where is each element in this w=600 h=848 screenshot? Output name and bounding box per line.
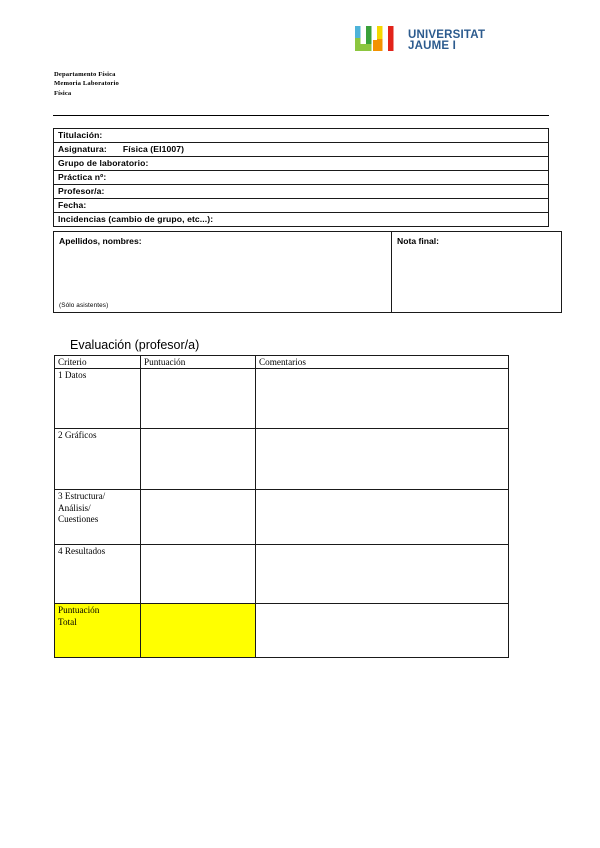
department-line-3: Física (54, 89, 72, 97)
criterio-cell-resultados (55, 545, 141, 604)
uji-logo (355, 26, 485, 56)
criterio-line: Puntuación (58, 605, 100, 615)
puntuacion-cell-estructura[interactable] (141, 490, 256, 545)
puntuacion-cell-resultados[interactable] (141, 545, 256, 604)
info-label-fecha: Fecha: (58, 200, 87, 210)
comentarios-cell-datos[interactable] (256, 369, 509, 429)
course-info-table (53, 128, 549, 227)
evaluation-heading: Evaluación (profesor/a) (70, 338, 200, 352)
info-cell-profesor[interactable] (54, 185, 549, 199)
table-row (55, 369, 509, 429)
criterio-cell-estructura (55, 490, 141, 545)
info-cell-grupo[interactable] (54, 157, 549, 171)
puntuacion-cell-total[interactable] (141, 604, 256, 658)
info-cell-titulacion[interactable] (54, 129, 549, 143)
info-value-asignatura: Física (EI1007) (122, 144, 185, 154)
evaluation-table (54, 355, 509, 658)
info-cell-practica[interactable] (54, 171, 549, 185)
nota-final-label: Nota final: (397, 236, 440, 246)
criterio-line: 4 Resultados (58, 546, 106, 556)
table-row (54, 143, 549, 157)
department-line-1: Departamento Física (54, 71, 116, 78)
criterio-line: Análisis/ (58, 502, 91, 513)
info-cell-incidencias[interactable] (54, 213, 549, 227)
criterio-line: Cuestiones (58, 514, 99, 525)
column-header-comentarios: Comentarios (256, 356, 509, 369)
info-label-profesor: Profesor/a: (58, 186, 105, 196)
criterio-line: 3 Estructura/ (58, 491, 106, 501)
department-header (54, 70, 119, 98)
table-row-total (55, 604, 509, 658)
criterio-line: 2 Gráficos (58, 430, 97, 440)
table-row (54, 232, 562, 313)
apellidos-nombres-label: Apellidos, nombres: (59, 236, 142, 246)
criterio-line: 1 Datos (58, 370, 87, 380)
info-label-grupo: Grupo de laboratorio: (58, 158, 149, 168)
uji-wordmark (408, 30, 485, 53)
puntuacion-cell-datos[interactable] (141, 369, 256, 429)
info-label-titulacion: Titulación: (58, 130, 103, 140)
column-header-puntuacion: Puntuación (141, 356, 256, 369)
criterio-cell-total (55, 604, 141, 658)
table-header-row (55, 356, 509, 369)
nota-final-cell[interactable] (392, 232, 562, 313)
table-row (54, 199, 549, 213)
header-divider (53, 115, 549, 116)
column-header-criterio: Criterio (55, 356, 141, 369)
criterio-cell-graficos (55, 429, 141, 490)
comentarios-cell-graficos[interactable] (256, 429, 509, 490)
table-row (55, 429, 509, 490)
table-row (55, 545, 509, 604)
info-label-practica: Práctica nº: (58, 172, 107, 182)
comentarios-cell-estructura[interactable] (256, 490, 509, 545)
apellidos-nombres-cell[interactable] (54, 232, 392, 313)
puntuacion-cell-graficos[interactable] (141, 429, 256, 490)
criterio-line: Total (58, 616, 77, 627)
table-row (55, 490, 509, 545)
table-row (54, 129, 549, 143)
students-and-grade-table (53, 231, 562, 313)
comentarios-cell-total[interactable] (256, 604, 509, 658)
table-row (54, 157, 549, 171)
table-row (54, 171, 549, 185)
info-label-incidencias: Incidencias (cambio de grupo, etc...): (58, 214, 214, 224)
wordmark-line-1: UNIVERSITAT (408, 28, 486, 41)
solo-asistentes-note: (Sólo asistentes) (59, 302, 109, 309)
department-line-2: Memoria Laboratorio (54, 80, 119, 88)
wordmark-line-2: JAUME I (408, 40, 457, 52)
comentarios-cell-resultados[interactable] (256, 545, 509, 604)
table-row (54, 213, 549, 227)
criterio-cell-datos (55, 369, 141, 429)
info-cell-asignatura[interactable] (54, 143, 549, 157)
info-label-asignatura: Asignatura: (58, 144, 107, 154)
table-row (54, 185, 549, 199)
info-cell-fecha[interactable] (54, 199, 549, 213)
uji-logo-mark (355, 26, 401, 56)
